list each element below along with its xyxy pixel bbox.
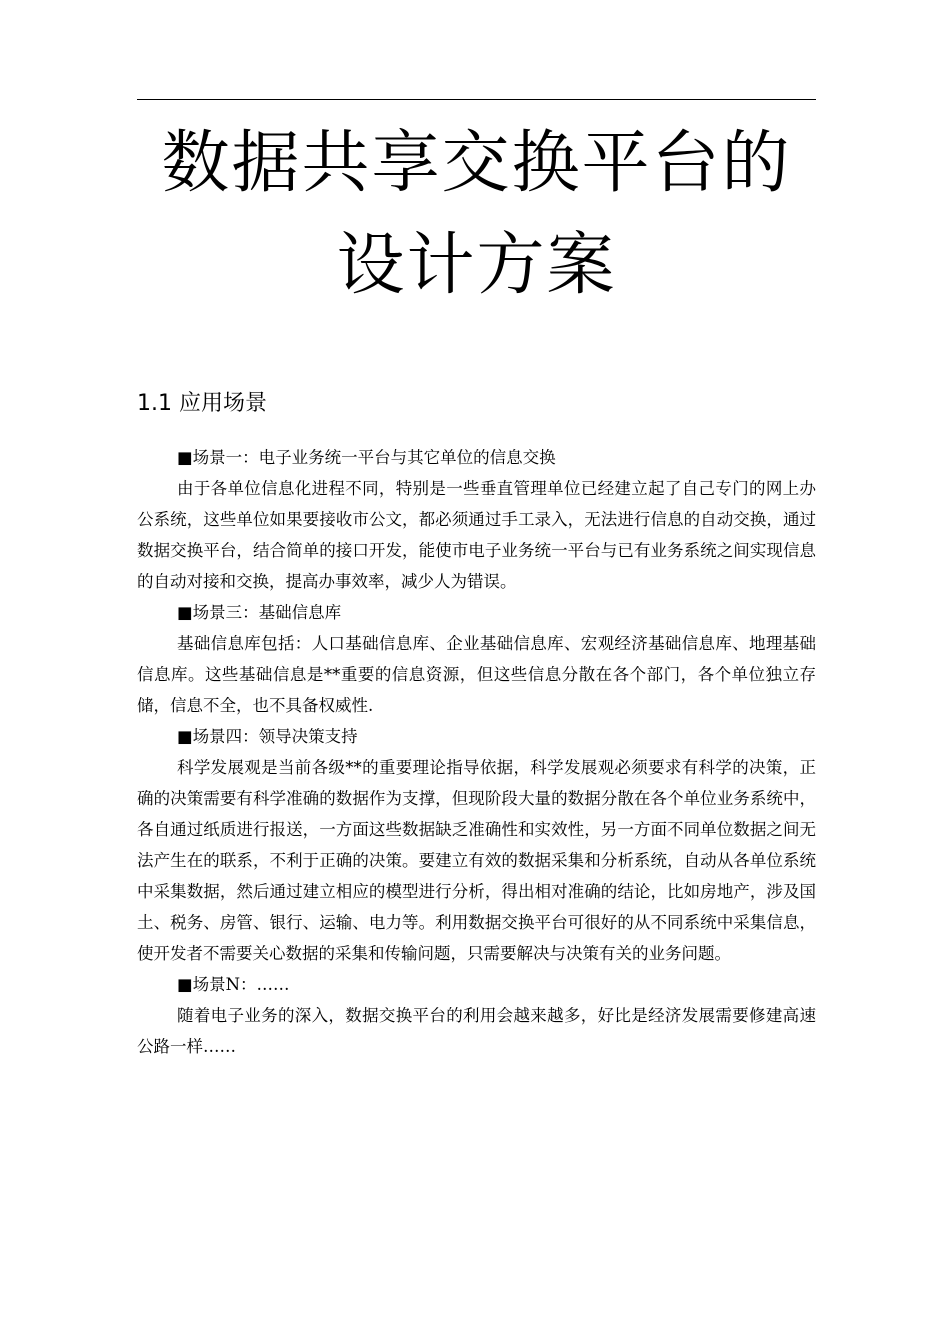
scenario-paragraph-3: 基础信息库包括：人口基础信息库、企业基础信息库、宏观经济基础信息库、地理基础信息库。这些基础信息是**重要的信息资源，但这些信息分散在各个部门，各个单位独立存储，信息不全，也不具备权威性.	[137, 634, 816, 715]
header-rule	[137, 99, 816, 100]
scenario-paragraph-1: 由于各单位信息化进程不同，特别是一些垂直管理单位已经建立起了自己专门的网上办公系统，这些单位如果要接收市公文，都必须通过手工录入，无法进行信息的自动交换，通过数据交换平台，结合简单的接口开发，能使市电子业务统一平台与已有业务系统之间实现信息的自动对接和交换，提高办事效率，减少人为错误。	[137, 479, 816, 591]
document-title-line-2: 设计方案	[336, 226, 617, 305]
scenario-heading-n: ■场景N：……	[177, 975, 290, 994]
document-body	[137, 442, 816, 1062]
scenario-paragraph-n: 随着电子业务的深入，数据交换平台的利用会越来越多，好比是经济发展需要修建高速公路一样……	[137, 1006, 816, 1056]
scenario-heading-4: ■场景四：领导决策支持	[177, 727, 358, 746]
scenario-heading-1: ■场景一：电子业务统一平台与其它单位的信息交换	[177, 448, 556, 467]
scenario-paragraph-4: 科学发展观是当前各级**的重要理论指导依据，科学发展观必须要求有科学的决策，正确的决策需要有科学准确的数据作为支撑，但现阶段大量的数据分散在各个单位业务系统中，各自通过纸质进行报送，一方面这些数据缺乏准确性和实效性，另一方面不同单位数据之间无法产生在的联系，不利于正确的决策。要建立有效的数据采集和分析系统，自动从各单位系统中采集数据，然后通过建立相应的模型进行分析，得出相对准确的结论，比如房地产，涉及国土、税务、房管、银行、运输、电力等。利用数据交换平台可很好的从不同系统中采集信息，使开发者不需要关心数据的采集和传输问题，只需要解决与决策有关的业务问题。	[137, 758, 816, 963]
document-title-line-1: 数据共享交换平台的	[161, 124, 792, 203]
scenario-heading-3: ■场景三：基础信息库	[177, 603, 342, 622]
section-heading: 1.1 应用场景	[137, 391, 267, 416]
